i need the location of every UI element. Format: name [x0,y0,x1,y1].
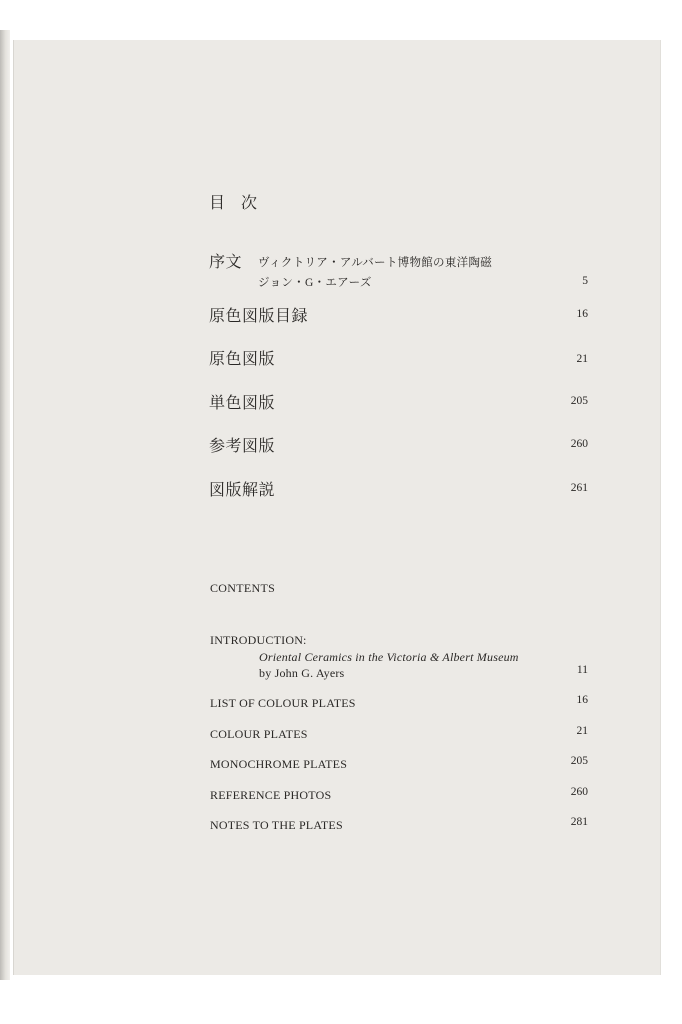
jp-entry-plate-notes-page: 261 [570,482,588,494]
en-entry-reference-photos-page: 260 [570,786,588,798]
jp-entry-plate-notes-label: 図版解説 [209,482,276,499]
jp-toc-title [209,190,259,213]
jp-entry-colour-plates-label: 原色図版 [209,351,276,368]
jp-entry-reference-plates-label: 参考図版 [209,438,276,455]
en-entry-introduction-page: 11 [576,664,588,676]
en-entry-introduction-label: INTRODUCTION: [210,633,307,647]
en-entry-notes-to-the-plates-page: 281 [570,816,588,828]
en-entry-colour-plates-label: COLOUR PLATES [210,727,308,741]
jp-entry-preface-author: ジョン・G・エアーズ [258,277,372,289]
en-entry-monochrome-plates-label: MONOCHROME PLATES [210,757,348,771]
jp-entry-colour-plates-page: 21 [576,353,588,365]
en-entry-reference-photos-label: REFERENCE PHOTOS [210,788,332,802]
jp-entry-preface-page: 5 [582,275,588,287]
jp-entry-monochrome-plates-page: 205 [570,395,588,407]
book-page [13,40,661,975]
jp-entry-reference-plates-page: 260 [570,438,588,450]
jp-entry-monochrome-plates-label: 単色図版 [209,395,276,412]
en-entry-list-of-colour-plates-label: LIST OF COLOUR PLATES [210,696,356,710]
jp-entry-preface-subtitle: ヴィクトリア・アルバート博物館の東洋陶磁 [258,257,493,269]
en-entry-list-of-colour-plates-page: 16 [576,694,588,706]
en-entry-colour-plates-page: 21 [576,725,588,737]
jp-entry-colour-plate-list-page: 16 [576,308,588,320]
en-entry-notes-to-the-plates-label: NOTES TO THE PLATES [210,818,343,832]
jp-toc-title-part2: 次 [241,195,260,212]
jp-entry-preface-label: 序文 [209,254,243,271]
book-spine-edge [0,30,10,980]
en-entry-introduction-author: by John G. Ayers [259,666,345,680]
jp-toc-title-part1: 目 [209,195,228,212]
jp-entry-colour-plate-list-label: 原色図版目録 [209,308,309,325]
en-entry-introduction-subtitle: Oriental Ceramics in the Victoria & Albert Museum [259,650,519,664]
en-entry-monochrome-plates-page: 205 [570,755,588,767]
en-toc-title: CONTENTS [210,581,276,595]
